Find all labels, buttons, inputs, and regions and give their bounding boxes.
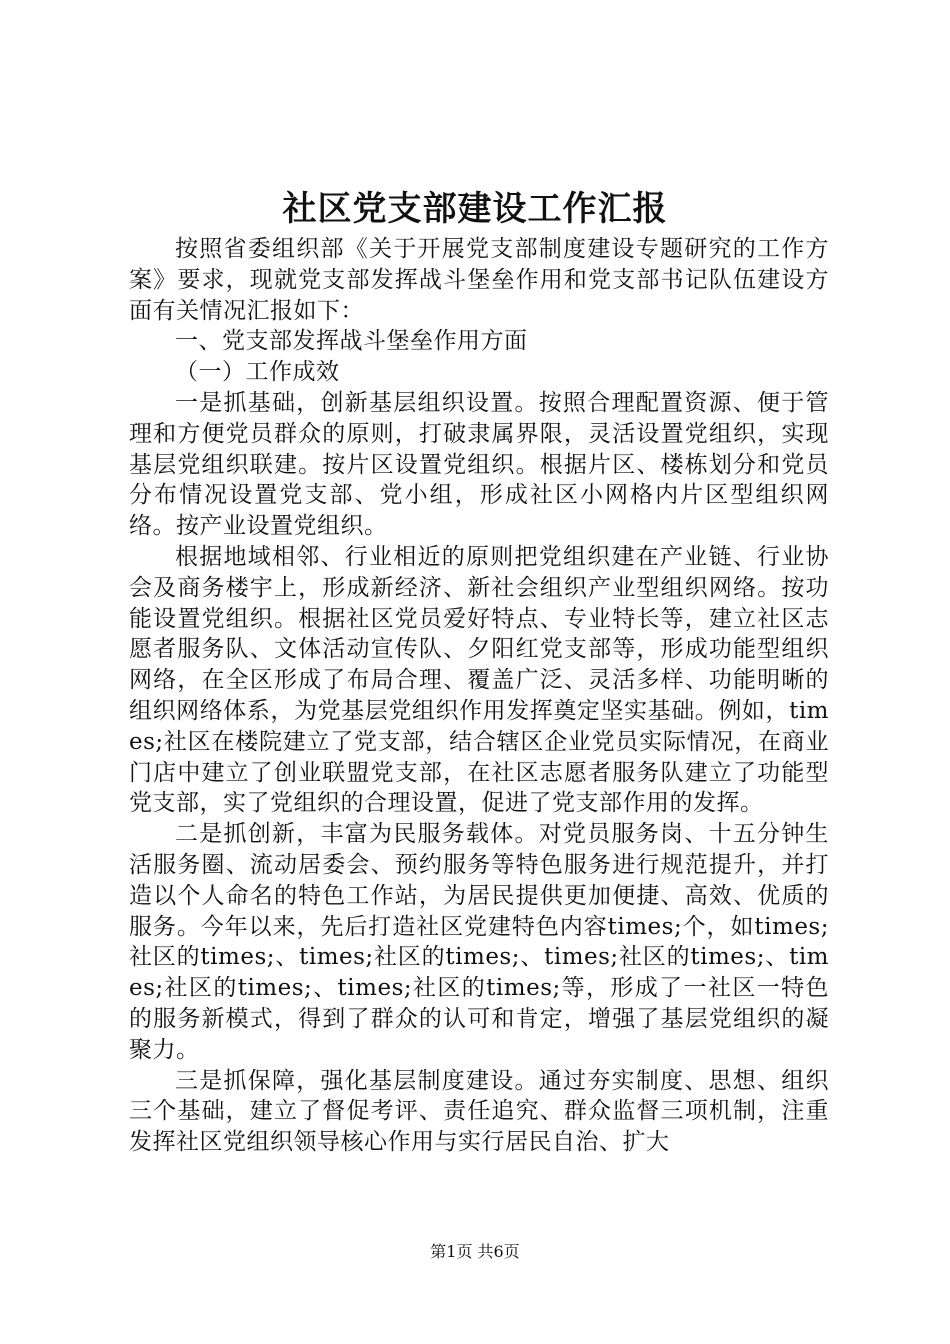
document-title: 社区党支部建设工作汇报: [282, 189, 668, 229]
section-heading: 一、党支部发挥战斗堡垒作用方面: [175, 328, 528, 355]
paragraph-guarantee: 三是抓保障，强化基层制度建设。通过夯实制度、思想、组织三个基础，建立了督促考评、责任追究、群众监督三项机制，注重发挥社区党组织领导核心作用与实行居民自治、扩大: [129, 1067, 829, 1156]
subsection-heading: （一）工作成效: [175, 359, 340, 386]
paragraph-innovation: 二是抓创新，丰富为民服务载体。对党员服务岗、十五分钟生活服务圈、流动居委会、预约服务等特色服务进行规范提升，并打造以个人命名的特色工作站，为居民提供更加便捷、高效、优质的服务。今年以来，先后打造社区党建特色内容times;个，如times;社区的times;、times;社区的times;、times;社区的times;、times;社区的times;、times;社区的times;等，形成了一社区一特色的服务新模式，得到了群众的认可和肯定，增强了基层党组织的凝聚力。: [129, 821, 829, 1063]
paragraph-foundation: 一是抓基础，创新基层组织设置。按照合理配置资源、便于管理和方便党员群众的原则，打破隶属界限，灵活设置党组织，实现基层党组织联建。按片区设置党组织。根据片区、楼栋划分和党员分布情况设置党支部、党小组，形成社区小网格内片区型组织网络。按产业设置党组织。: [129, 389, 829, 540]
paragraph-intro: 按照省委组织部《关于开展党支部制度建设专题研究的工作方案》要求，现就党支部发挥战斗堡垒作用和党支部书记队伍建设方面有关情况汇报如下：: [129, 236, 829, 324]
page-number-footer: 第1页 共6页: [430, 1242, 520, 1261]
paragraph-organization-network: 根据地域相邻、行业相近的原则把党组织建在产业链、行业协会及商务楼宇上，形成新经济、新社会组织产业型组织网络。按功能设置党组织。根据社区党员爱好特点、专业特长等，建立社区志愿者服务队、文体活动宣传队、夕阳红党支部等，形成功能型组织网络，在全区形成了布局合理、覆盖广泛、灵活多样、功能明晰的组织网络体系，为党基层党组织作用发挥奠定坚实基础。例如，times;社区在楼院建立了党支部，结合辖区企业党员实际情况，在商业门店中建立了创业联盟党支部，在社区志愿者服务队建立了功能型党支部，实了党组织的合理设置，促进了党支部作用的发挥。: [129, 543, 829, 817]
document-body: [129, 234, 829, 1158]
